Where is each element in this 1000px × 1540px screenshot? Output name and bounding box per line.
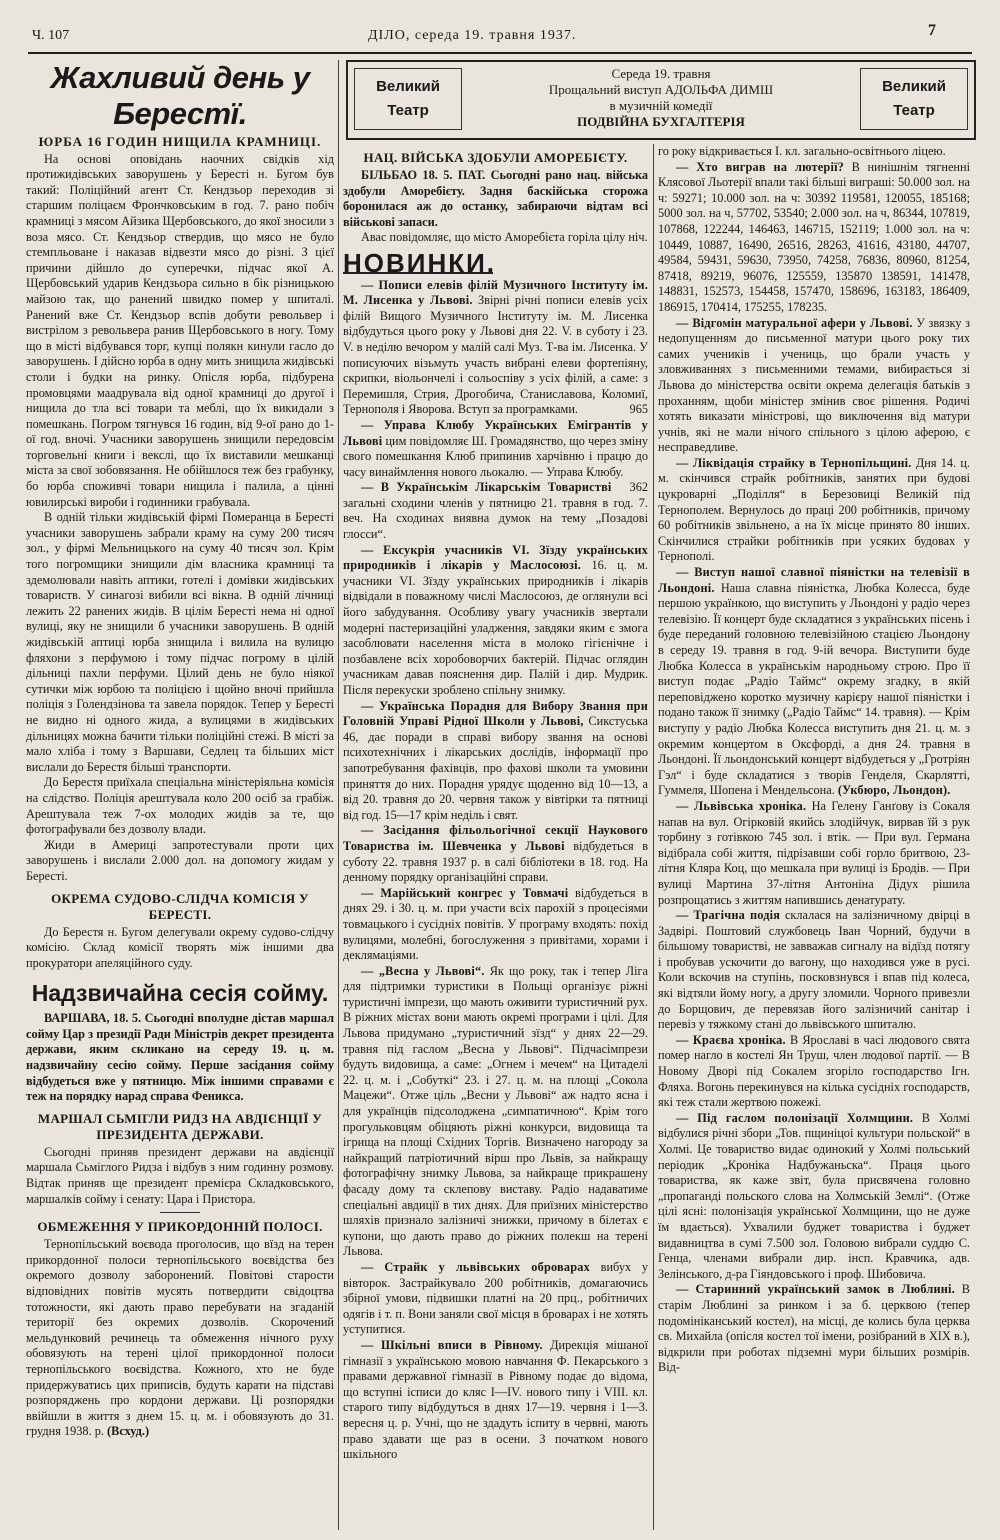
subheadline: ЮРБА 16 ГОДИН НИЩИЛА КРАМНИЦІ. <box>38 134 322 149</box>
news-item: — Марійський конгрес у Товмачі відбудеться в днях 29. і 30. ц. м. при участи всіх парохій з процесіями товмацького і сусідніх повітів. У програму входять: похід вулицями, молебні, богослуження з привітами, хорами і деклямаціями. <box>343 885 648 963</box>
column-1 <box>26 60 334 1540</box>
news-item: — Ліквідація страйку в Тернопільщині. Дня 14. ц. м. скінчився страйк робітників, занятих при будові цукроварні „Поділля“ в Березовиці Великій під Тернополем. Вернулось до праці 200 робітників, причому 60 робітників звільнено, а на їх місце принято 80 інших. Скінчилися страйки робітників при усяких будовах у Тернополі. <box>658 455 970 564</box>
article-paragraph: го року відкривається І. кл. загально-освітнього ліцею. <box>658 144 946 158</box>
article-paragraph: Тернопільський воєвода проголосив, що вїзд на терен прикордонної полоси тернопільського воєвідства без окремого дозволу заборонений. Повітові старости відповідних повітів мусять потвердити свідоцтва тотожности, які дають право перебувати на згаданій території без окремих дозволів. Скорочений мельдунковий речинець та обмеження нічного руху обовязують на терені цілої прикордонної полоси тернопільського воєвідства. Кожного, хто не буде придержуватись цих приписів, будуть карати на підставі розпоряджень про кордони держави. Ці розпорядки ввійшли в життя з днем 15. ц. м. і обовязують до 31. грудня 1938. р. (Всхуд.) <box>26 1237 334 1439</box>
news-item: — Ексукрія учасників VI. Зїзду українських природників і лікарів у Маслосоюзі. 16. ц. м. учасники VI. Зїзду українських природників і лікарів відвідали в поважному числі Маслосоюз, де оглянули всі його забудування. Особливу увагу учасників звертали модерні пастеризаційні уладження, завдяки яким є змога засоблювати населення міста в молоко гігієнічне і позбавлене всіх хоробоворчих бактерій. Підчас оглядин учасникам давав пояснення дир. Палій і дир. Мудрик. Після перекуски зроблено спільну знимку. <box>343 542 648 697</box>
news-item: — Львівська хроніка. На Гелену Ганґову із Сокаля напав на вул. Огірковій якийсь злодійчук, вирвав їй з рук торбину з готівкою 745 зол. і втік. — При вул. Германа відібрала собі життя, підрізавши собі горло бритвою, 23-літня Кляра Коц, що мешкала при вулиці із Бродів. — При вулиці Мартина 37-літня Антоніна Дідух рішила розпрощатись з життям напившись денатурату. <box>658 798 970 907</box>
news-item: — Виступ нашої славної піяністки на телевізії в Льондоні. Наша славна піяністка, Любка Колесса, буде першою українкою, що виступить у Льондоні у радіо через телевізію. Її концерт буде складатися з українських пісень і буде переданий головною телевізійною стацією Льондону в середу 19. травня в год. 9-ій вечора. Виступити буде Любка Колесса в українськім народньому строю. Про її виступ подає „Радіо Таймс“ окрему згадку, в якій переповіджено коротко музичну карієру нашої піяністки і подано також її знимку („Радіо Таймс“ 14. травня). — Крім виступу у радіо Любка Колесса виступить дня 21. ц. м. з окремим концертом в Оксфорді, а дня 24. травня в Льондоні. Її льондонський концерт відбудеться у „Гротріян Гэл“ і буде складатися з творів Генделя, Скарлятті, Гуммеля, Шопена і Мендельсона. (Укбюро, Льондон). <box>658 565 970 798</box>
theatre-advertisement <box>346 60 976 140</box>
article-paragraph: ВАРШАВА, 18. 5. Сьогодні вполудне дістав маршал сойму Цар з президії Ради Міністрів декрет президента держави, яким скликано на середу 19. ц. м. надзвичайну сесію сойму. Перше засідання сойму відбудеться вже у пятницю. Між іншими справами є теж на порядку нарад справа Феникса. <box>26 1011 334 1104</box>
article-paragraph: БІЛЬБАО 18. 5. ПАТ. Сьогодні рано нац. війська здобули Аморебієту. Задня баскійська сторожа боронилася аж до останку, забираючи відтам всі військові запаси. <box>343 168 648 229</box>
masthead: ДІЛО, середа 19. травня 1937. <box>368 28 577 43</box>
section-heading: МАРШАЛ СЬМІГЛИ РИДЗ НА АВДІЄНЦІЇ У ПРЕЗИДЕНТА ДЕРЖАВИ. <box>37 1110 323 1142</box>
news-section-title: НОВИНКИ. <box>343 247 497 278</box>
section-heading: НАЦ. ВІЙСЬКА ЗДОБУЛИ АМОРЕБІЄТУ. <box>363 150 628 165</box>
news-item: — Під гаслом полонізації Холмщини. В Холмі відбулися річні збори „Тов. пщиніцоі культури польской“ в Холмі. Це товариство видає одинокий у Холмі польський періодик „Кроніка Надбужаньска“. Праця цього товариства, як каже звіт, була присвячена головно „пропаганді польского слова на Холмській Землі“. (Отже цілі ясні: полонізація української Холмщини, що не дуже їм вдається). Ухвалили буджет товариства і буджет видавництва в сумі 7.500 зол. Головою вибрали суддю С. Генца, членами вибрали дир. інсп. Кравчика, адв. Зелінського, д-ра Гіяндовського і проф. Шибовича. <box>658 1110 970 1281</box>
column-divider <box>653 144 654 1530</box>
theatre-program: Середа 19. травня Прощальний виступ АДОЛЬФА ДИМШ в музичній комедії ПОДВІЙНА БУХГАЛТЕРІЯ <box>548 66 774 129</box>
main-headline: Жахливий день у Берестї. <box>50 60 310 131</box>
article-paragraph: На основі оповідань наочних свідків хід протижидівських заворушень у Бересті н. Бугом був такий: Поліційний агент Ст. Кендзьор переходив зі старшим поліцаєм Фрончковським в год. 7. рано побіч крамниці з мясом Айзика Щербовського, до якої зносили з воза мясо. Ст. Кендзьор ствердив, що мясо не було стемпльоване і наказав відвезти мясо до різні. З цієї причини дійшло до суперечки, підчас якої А. Щербовський ударив Кендзьора сильно в бік різницькою майзою так, що ранений швидко помер у шпиталі. Ранений вже Ст. Кендзьор вспів добути револьвер і вистрілом з револьвера ранив Щербовського в ногу. Тому що в місті відбувався торг, купці полякн кинули гасло до заворушень. І дійсно юрба в одну мить знищила жидівські столи і будки на ринку. Опісля юрба, підбурена промовцями маадрувала від одної крамниці до другої і нищила до тла всі товари та меблі, що їх викидали з помешкань. Погром тягнувся 16 годин, від 9-ої рано до 1-ої год. вночі. Учасники заворушень знищили передовсім торговельні книги і векслі, що їх виставили мешканці міста за свої зобовязання. Не обійшлося теж без грабунку, бо юрба споживчі товари нищила і палила, а цінні ювилирські вироби і годинники грабувала. <box>26 151 334 509</box>
page-number: 7 <box>928 22 936 39</box>
news-item: — „Весна у Львові“. Як що року, так і тепер Ліга для підтримки туристики в Польщі організує ріжні туристичні імпрези, що мають оживити туристичний рух. В ріжних містах вони мають окремі програми і цілі. Для Львова придумано „туристичний зїзд“ у днях 22—29. травня під гаслом „Весна у Львові“. Підчасімпрези будуть видовища, а саме: „Огнем і мечем“ на Цитаделі 22. ц. м. і „Собуткі“ 23. і 27. ц. м. на площі „Сокола Мацежи“. Отже ціль „Весни у Львові“ аж надто ясна і для українців підсолоджена „симпатичною“. Крім того прогульковцям обіцяють ріжні конкурси, видовища та ігрища на площі Східних Торгів. Визначено нагороду за найкращий патріотичний вірш про Львів, за найкращу фотографічну знимку Львова, за найкраще прикрашену фасаду дому та склепову виставу. Радіо надаватиме спеціальні авдиції в тих днях. Для приїзних міністерство шляхів признало залізничі знижки, причому в білетах є купони, що дають право до ріжних полекш на терені Львова. <box>343 963 648 1259</box>
news-item: — Пописи елевів філій Музичного Інституту ім. М. Лисенка у Львові. Звірні річні пописи елевів усіх філій Вищого Музичного Інституту ім. М. Лисенка відбудуться цього року у Львові дня 22. V. в суботу і 23. V. в неділю вечором у малій салі Муз. Т-ва ім. Лисенка. У пописуючих візьмуть участь вибрані елеви фортепіяну, скрипки, віольончелі і сольоспіву з усіх філій, а саме: з Перемишля, Стрия, Дрогобича, Станиславова, Коломиї, Тернополя і Яворова. Вступ за програмками. 965 <box>343 277 648 417</box>
news-item: — Українська Порадня для Вибору Звання при Головній Управі Рідної Школи у Львові, Сикстуська 46, дає поради в справі вибору звання на основі психотехнічних і лікарських дослідів, інформації про запотребування фахівців, про фахові школи та умовини приняття до них. Порадня урядує щоденно від 10—13, а від 20. травня до 20. червня також у вівтірки та пятниці від год. 15—17 крім неділь і свят. <box>343 698 648 822</box>
news-item: — Шкільні вписи в Рівному. Дирекція мішаної гімназії з українською мовою навчання Ф. Пекарського з правами державної гімназії в Рівному подає до відома, що вступні ісписи до кляс I—IV. нового типу і VIII. кл. старого типу відбудуться в днях 17—19. червня і 1—3. вересня ц. р. Учні, що не здадуть іспиту в червні, мають право здавати ще раз в осени. З початком нового шкільного <box>343 1337 648 1462</box>
headline-sejm: Надзвичайна сесія сойму. <box>31 980 329 1007</box>
news-item: — Трагічна подія склалася на залізничному двірці в Задвірі. Поштовий службовець Іван Чорний, будучи в більшому товаристві, не завважав сигналу на відїзд потягу і пробував ускочити до вагону, що находився уже в русі. Коли вскочив на ступінь, посковзнувся і впав під колеса, які відтяли йому ногу, а другу зломили. Чорного привезли до Борщович, де перевязав його залізничий санітар і перевіз у тяжкому стані до львівського шпиталю. <box>658 908 970 1032</box>
section-heading: ОБМЕЖЕННЯ У ПРИКОРДОННІЙ ПОЛОСІ. <box>37 1219 323 1235</box>
news-item: — Старинний український замок в Люблині. В старім Люблині за ринком і за б. церквою (тепер подомініканський костел), на місці, де колись була церква св. Михайла (опісля костел тої імени, розібраний в XIX в.), відкрили при роботах підземні мури більших розмірів. Від- <box>658 1282 970 1375</box>
column-divider <box>338 60 339 1530</box>
theatre-name-left: Великий Театр <box>354 68 462 130</box>
article-paragraph: Жиди в Америці запротестували проти цих заворушень і вислали 2.000 дол. на допомогу жидам у Бересті. <box>26 837 334 883</box>
news-item: — Управа Клюбу Українських Емігрантів у Львові цим повідомляє Ш. Громадянство, що через зміну свого помешкання Клюб припинив харчівню і працю до часу винаймлення нового льокалю. — Управа Клюбу. 362 <box>343 417 648 495</box>
column-3 <box>658 144 970 1540</box>
article-paragraph: В одній тільки жидівській фірмі Померанца в Бересті учасники заворушень забрали краму на суму 200 тисяч зол., у фірмі Мельницького на суму 40 тисяч зол. Крім того погромщики знищили дім власника крамниці та здемолювали навіть аптики, готелі і домівки жидівських товариств. У синагозі вибили всі вікна. В одній лічниці лежить 22 ранених жидів. В цілім Бересті нема ні одної вулиці, яку не знищили б учасники заворушень. В одній жидівській аптиці юрба знищила і вилила на вулицю фляхони з перфумою і тому підчас погрому в цілій дільниці пахли перфуми. Цілий день не було ніякої сутички між юрбою та поліцією і щойно вночі прийшла поліція з Голендзінова та завела порядок. Тепер у Бересті не видно ні одного жида, а вулицями в жидівських дільницях можна бачити тільки поліційні стежі. В місті за мало хліба і тому з Варшави, Седлец та більших міст вислали до Берестя більші транспорти. <box>26 510 334 774</box>
page-header <box>28 22 972 54</box>
news-item: — Хто виграв на лютерії? В нинішнім тягненні Клясової Льотерії впали такі більші виграші: 50.000 зол. на ч: 59271; 10.000 зол. на ч: 30392 119581, 120055, 185168; 5000 зол. на ч, 57702, 53540; 2.000 зол. на ч, 86344, 107819, 107868, 122244, 146463, 146715, 152119; 1.000 зол. на ч: 10449, 10887, 16490, 26516, 28263, 41616, 43180, 44707, 49584, 59431, 59630, 73950, 74258, 76836, 80960, 81254, 87418, 89219, 96076, 125559, 135870 138591, 141478, 148831, 152573, 154458, 157470, 158696, 163183, 186409, 186915, 170414, 175255, 178235. <box>658 159 970 314</box>
article-paragraph: До Берестя н. Бугом делегували окрему судово-слідчу комісію. Склад комісії творять між іншими два прокуратори апеляційного суду. <box>26 924 334 970</box>
news-item: — Страйк у львівських оброварах вибух у вівторок. Застрайкувало 200 робітників, домагаючись збірної умови, підвишки платні на 20 прц., робітничих одягів і т. п. Вони заняли свої місця в броварах і не хотять уступитися. <box>343 1259 648 1337</box>
article-paragraph: Авас повідомляє, що місто Аморебієта горіла цілу ніч. <box>361 230 648 245</box>
issue-number: Ч. 107 <box>32 28 70 43</box>
news-item: — В Українськім Лікарськім Товаристві загальні сходини членів у пятницю 21. травня в год. 7. веч. На сходинах виявна думок на тему „Позадові глосси“. <box>343 480 648 542</box>
news-item: — Відгомін матуральної афери у Львові. У звязку з недопущенням до письменної матури цього року тих самих учеників і учениць, що брали участь у зловживаннях з письменними темами, вибирається зі Львова до міністерства освіти окрема делегація батьків з проханням, щоби міністер змінив своє рішення. Родичі хотять виказати міністрові, що виключення від матури учнів, які не мали нічого спільного з цілою аферою, є несправедливе. <box>658 315 970 455</box>
news-item: — Краєва хроніка. В Ярославі в часі людового свята помер нагло в костелі Ян Труш, член людової партії. — В Новому Дворі під Сокалем згоріло господарство Ігн. Фляха. Вогонь перекинувся на кілька сусідніх господарств, які теж стали жертвою пожежі. <box>658 1032 970 1110</box>
article-paragraph: Сьогодні приняв президент держави на авдієнції маршала Сьміглого Ридза і відбув з ним годинну розмову. Відтак приняв ще президент премієра Складковського, маршалків сойму і сенату: Цара і Пристора. <box>26 1144 334 1206</box>
news-item: — Засідання фільольогічної секції Наукового Товариства ім. Шевченка у Львові відбудеться в суботу 22. травня 1937 р. в салі бібліотеки в 18. год. На денному порядку організаційні справи. <box>343 823 648 885</box>
separator <box>160 1212 200 1213</box>
theatre-name-right: Великий Театр <box>860 68 968 130</box>
section-heading: ОКРЕМА СУДОВО-СЛІДЧА КОМІСІЯ У БЕРЕСТІ. <box>51 890 309 922</box>
column-2 <box>343 144 648 1540</box>
article-paragraph: До Берестя приїхала спеціальна міністеріяльна комісія на слідство. Поліція арештувала коло 200 осіб за грабіж. Арештувала теж 7-ох молодих жидів за те, що фотографували без дозволу влади. <box>26 775 334 837</box>
